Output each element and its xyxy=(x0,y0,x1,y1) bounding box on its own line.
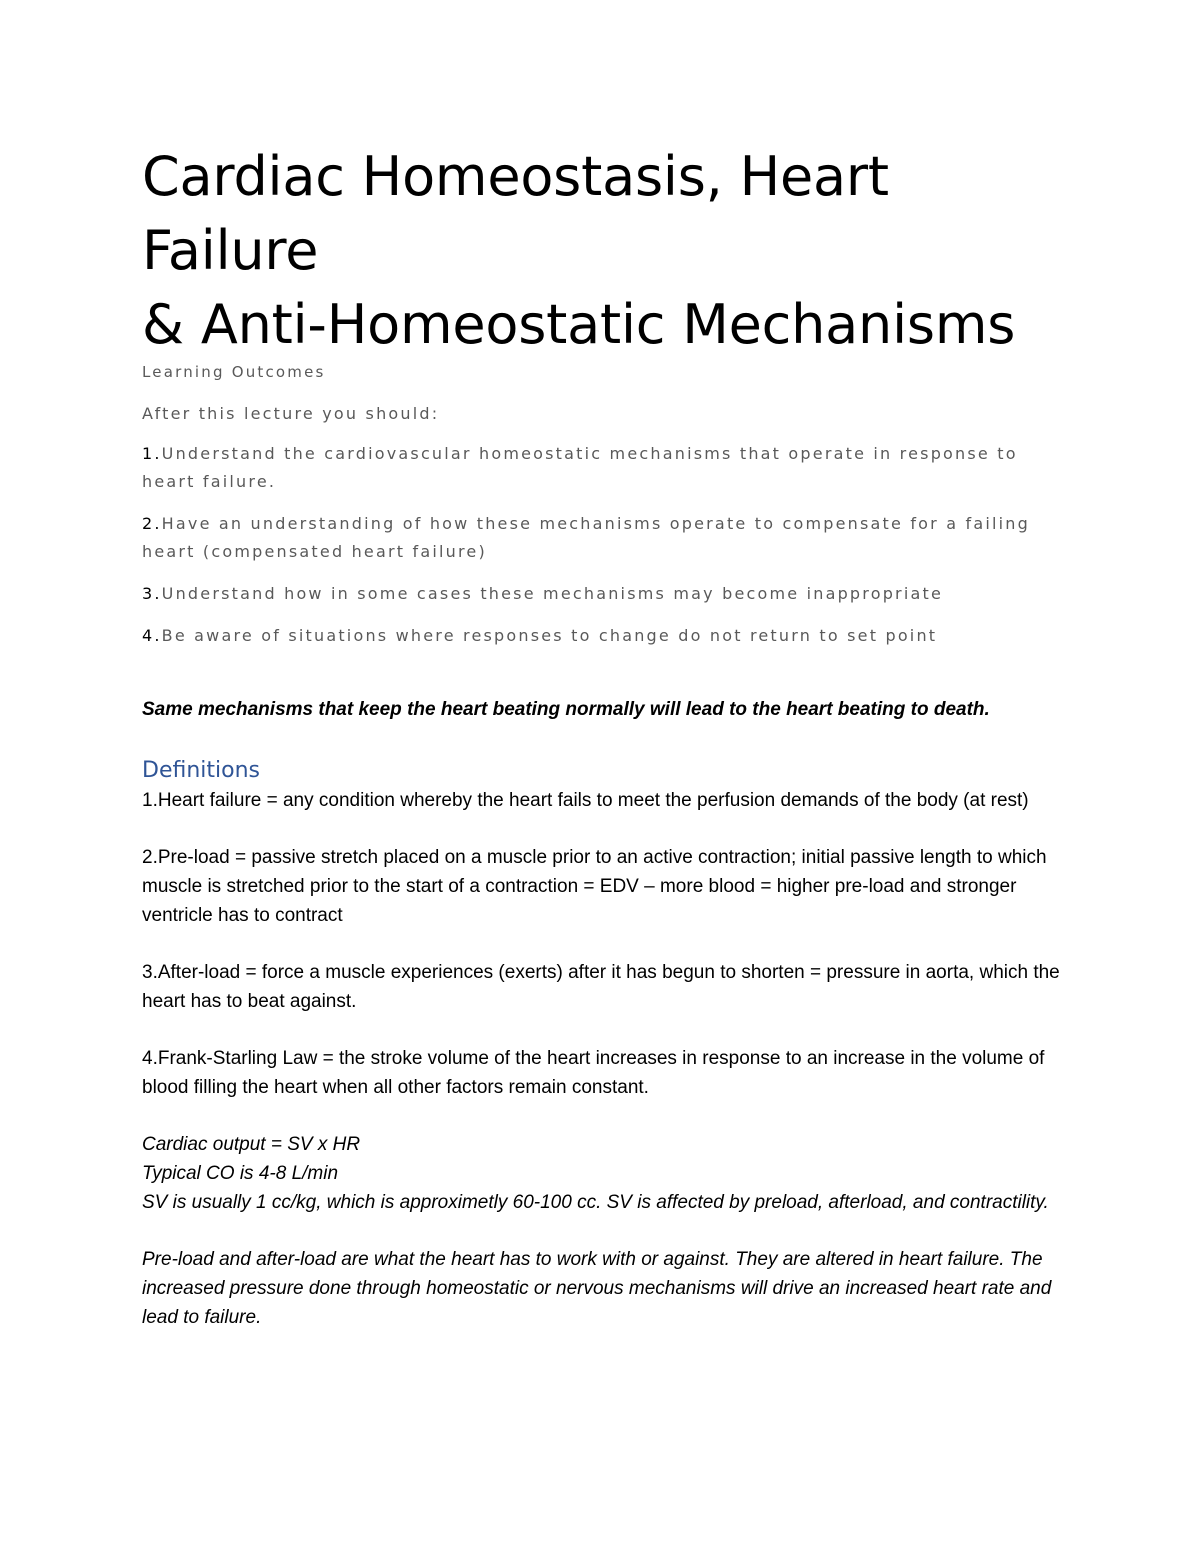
item-number: 3. xyxy=(142,584,162,603)
learning-outcomes-intro: After this lecture you should: xyxy=(142,404,440,423)
cardiac-output-notes xyxy=(142,1130,1072,1217)
item-text: Have an understanding of how these mechanisms operate to compensate for a failing heart (compensated heart failure) xyxy=(142,514,1030,561)
item-text: Be aware of situations where responses to change do not return to set point xyxy=(161,626,938,645)
title-line-2: Failure xyxy=(142,219,319,282)
item-number: 4. xyxy=(142,626,162,645)
stroke-volume-note: SV is usually 1 cc/kg, which is approximetly 60-100 cc. SV is affected by preload, afterload, and contractility. xyxy=(142,1192,1049,1213)
learning-outcome-item xyxy=(142,440,1072,496)
title-line-1: Cardiac Homeostasis, Heart xyxy=(142,145,889,208)
learning-outcome-item xyxy=(142,622,1072,650)
learning-outcome-item xyxy=(142,580,1072,608)
typical-co: Typical CO is 4-8 L/min xyxy=(142,1163,339,1184)
learning-outcomes-heading: Learning Outcomes xyxy=(142,363,326,381)
definition-item: 1.Heart failure = any condition whereby the heart fails to meet the perfusion demands of the body (at rest) xyxy=(142,790,1029,811)
closing-paragraph: Pre-load and after-load are what the heart has to work with or against. They are altered in heart failure. The increased pressure done through homeostatic or nervous mechanisms will drive an increased heart rate and lead to failure. xyxy=(142,1249,1052,1328)
cardiac-output-formula: Cardiac output = SV x HR xyxy=(142,1134,361,1155)
item-number: 2. xyxy=(142,514,162,533)
document-title xyxy=(142,140,1072,362)
definitions-heading: Definitions xyxy=(142,758,260,783)
item-number: 1. xyxy=(142,444,162,463)
title-line-3: & Anti-Homeostatic Mechanisms xyxy=(142,293,1016,356)
item-text: Understand how in some cases these mechanisms may become inappropriate xyxy=(161,584,944,603)
learning-outcome-item xyxy=(142,510,1072,566)
definition-item: 4.Frank-Starling Law = the stroke volume of the heart increases in response to an increase in the volume of blood filling the heart when all other factors remain constant. xyxy=(142,1048,1045,1098)
definition-item: 3.After-load = force a muscle experiences (exerts) after it has begun to shorten = pressure in aorta, which the heart has to beat against. xyxy=(142,962,1060,1012)
document-page xyxy=(142,140,1072,1332)
emphasis-statement: Same mechanisms that keep the heart beating normally will lead to the heart beating to death. xyxy=(142,699,990,720)
item-text: Understand the cardiovascular homeostatic mechanisms that operate in response to heart failure. xyxy=(142,444,1018,491)
definition-item: 2.Pre-load = passive stretch placed on a muscle prior to an active contraction; initial passive length to which muscle is stretched prior to the start of a contraction = EDV – more blood = higher pre-load and stronger ventricle has to contract xyxy=(142,847,1047,926)
